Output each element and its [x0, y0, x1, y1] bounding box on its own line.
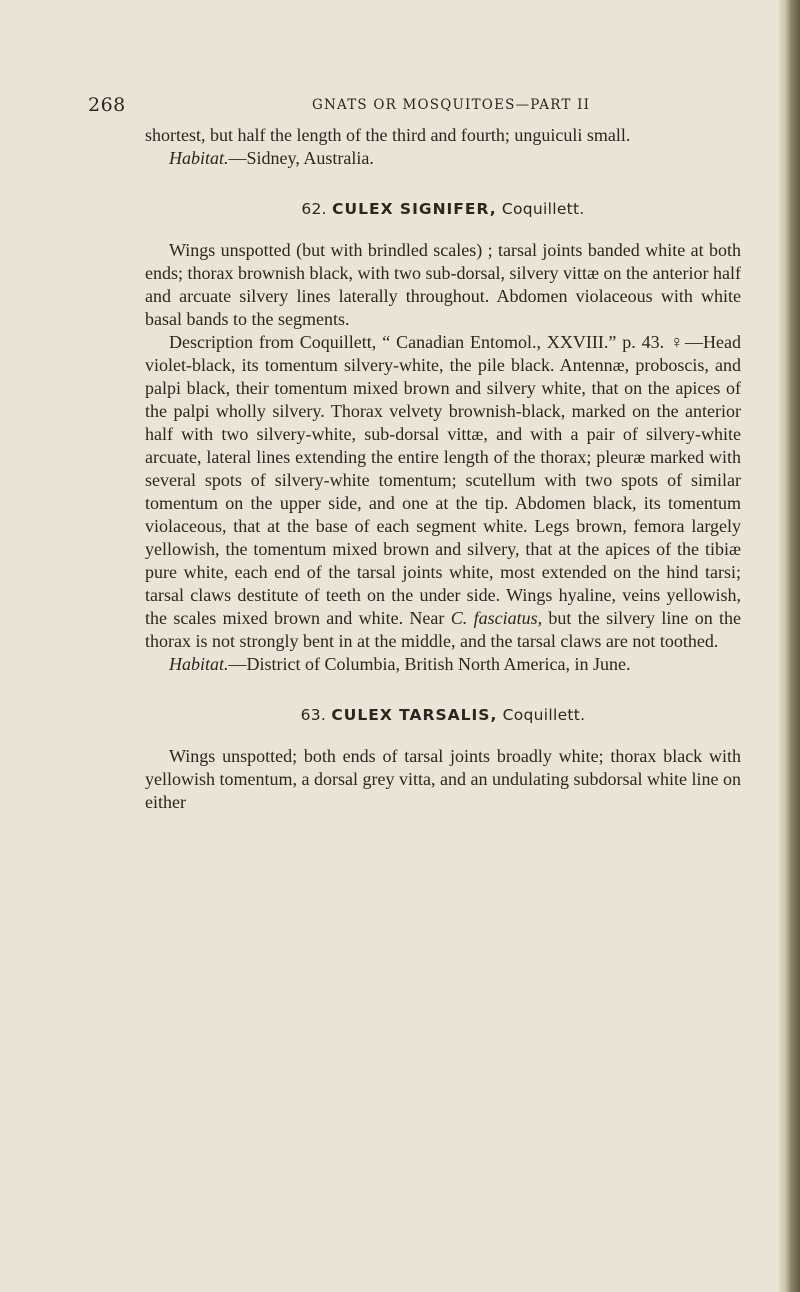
- page-number: 268: [88, 94, 126, 116]
- body-text: [145, 124, 741, 814]
- species-description-62: [145, 331, 741, 653]
- species-summary-62: Wings unspotted (but with brindled scales) ; tarsal joints banded white at both ends; thorax brownish black, with two sub-dorsal, silvery vittæ on the anterior half and arcuate silvery lines laterally throughout. Abdomen violaceous with white basal bands to the segments.: [145, 240, 741, 329]
- habitat-label: Habitat.: [169, 148, 229, 168]
- habitat-line-61: [145, 147, 741, 170]
- page-header: [0, 94, 780, 118]
- paragraph-continuation: shortest, but half the length of the third and fourth; unguiculi small.: [145, 125, 631, 145]
- species-author: Coquillett.: [501, 200, 585, 218]
- species-name: CULEX SIGNIFER,: [332, 200, 497, 218]
- description-source: Description from Coquillett, “ Canadian Entomol., XXVIII.” p. 43.: [169, 332, 665, 352]
- species-summary-63: Wings unspotted; both ends of tarsal joints broadly white; thorax black with yellowish tomentum, a dorsal grey vitta, and an undulating subdorsal white line on either: [145, 746, 741, 812]
- habitat-line-62: [145, 653, 741, 676]
- page-edge-shadow: [778, 0, 800, 1292]
- species-number: 62.: [301, 200, 327, 218]
- species-name: CULEX TARSALIS,: [331, 706, 498, 724]
- habitat-text: —Sidney, Australia.: [228, 148, 374, 168]
- species-author: Coquillett.: [502, 706, 586, 724]
- habitat-label: Habitat.: [169, 654, 229, 674]
- species-heading-62: [145, 198, 741, 221]
- description-body: —Head violet-black, its tomentum silvery-white, the pile black. Antennæ, proboscis, and palpi black, their tomentum mixed brown and silvery white, that on the apices of the palpi wholly silvery. Thorax velvety brownish-black, marked on the anterior half with two silvery-white, sub-dorsal vittæ, and with a pair of silvery-white arcuate, lateral lines extending the entire length of the thorax; pleuræ marked with several spots of silvery-white tomentum; scutellum with two spots of similar tomentum on the upper side, and one at the tip. Abdomen black, its tomentum violaceous, that at the base of each segment white. Legs brown, femora largely yellowish, the tomentum mixed brown and silvery, that at the apices of the tibiæ pure white, each end of the tarsal joints white, most extended on the hind tarsi; tarsal claws destitute of teeth on the under side. Wings hyaline, veins yellowish, the scales mixed brown and white. Near: [145, 332, 742, 628]
- species-number: 63.: [300, 706, 327, 724]
- running-head: GNATS OR MOSQUITOES—PART II: [312, 97, 591, 113]
- species-heading-63: [145, 704, 741, 727]
- female-symbol: ♀: [670, 332, 686, 352]
- compared-species: C. fasciatus,: [450, 608, 543, 628]
- description-end: but the silvery line on the thorax is not strongly bent in at the middle, and the tarsal claws are not toothed.: [145, 608, 742, 651]
- habitat-text: —District of Columbia, British North America, in June.: [228, 654, 631, 674]
